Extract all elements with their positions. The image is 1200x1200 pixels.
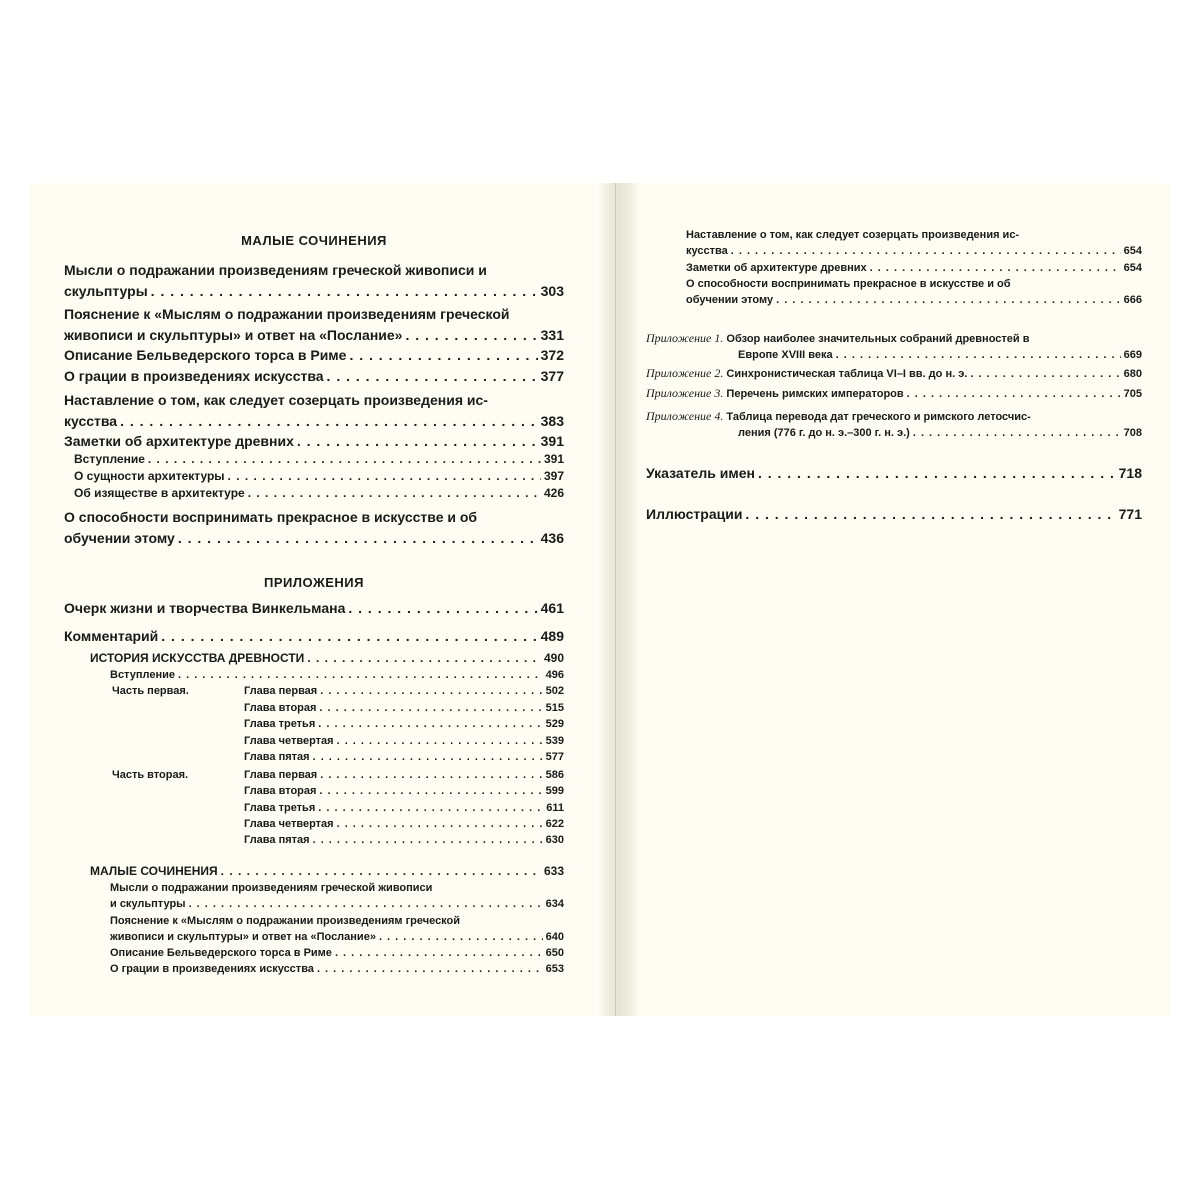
page-number: 372 — [540, 347, 564, 363]
page-number: 669 — [1123, 349, 1142, 361]
page-number: 654 — [1123, 262, 1142, 274]
page-number: 622 — [545, 818, 564, 830]
toc-subentry: О сущности архитектуры . . . 397 — [74, 468, 564, 485]
page-number: 331 — [540, 327, 564, 343]
page-number: 680 — [1123, 368, 1142, 380]
toc-chapter: Глава вторая . . . 599 — [244, 783, 564, 799]
page-number: 489 — [540, 628, 564, 644]
toc-chapter: Глава третья . . . 529 — [244, 716, 564, 732]
right-page — [646, 183, 1142, 1016]
toc-entry: Заметки об архитектуре древних . . . 391 — [64, 431, 564, 452]
toc-appendix: Приложение 4. Таблица перевода дат греческого и римского летосчис- ления (776 г. до н. э.–300 г. н. э.) . . . 708 — [646, 408, 1142, 441]
page-number: 383 — [540, 413, 564, 429]
toc-entry: Мысли о подражании произведениям греческой живописи и скульптуры . . . 303 — [64, 260, 564, 302]
toc-subentry: Наставление о том, как следует созерцать произведения ис- кусства . . . 654 — [686, 227, 1142, 259]
toc-entry-illustrations: Иллюстрации . . . 771 — [646, 504, 1142, 525]
page-number: 461 — [540, 600, 564, 616]
page-number: 633 — [543, 864, 564, 878]
page-number: 630 — [545, 834, 564, 846]
toc-subentry: Мысли о подражании произведениям греческой живописи и скульптуры . . . 634 — [110, 880, 564, 912]
page-number: 634 — [545, 898, 564, 910]
section-heading-minor-works: МАЛЫЕ СОЧИНЕНИЯ — [241, 233, 387, 248]
toc-entry-index: Указатель имен . . . 718 — [646, 463, 1142, 484]
part-label: Часть первая. — [112, 685, 189, 697]
toc-subentry: Пояснение к «Мыслям о подражании произведениям греческой живописи и скульптуры» и ответ на «Послание» . . . 640 — [110, 913, 564, 945]
toc-entry: О грации в произведениях искусства . . . 377 — [64, 366, 564, 387]
toc-subentry: Заметки об архитектуре древних . . . 654 — [686, 260, 1142, 276]
page-number: 577 — [545, 751, 564, 763]
toc-appendix: Приложение 3. Перечень римских императоров . . . 705 — [646, 385, 1142, 402]
page-number: 436 — [540, 530, 564, 546]
toc-entry: Описание Бельведерского торса в Риме . . . 372 — [64, 345, 564, 366]
toc-chapter: Глава первая . . . 586 — [244, 767, 564, 783]
toc-entry: Комментарий . . . 489 — [64, 626, 564, 647]
section-heading-appendices: ПРИЛОЖЕНИЯ — [264, 575, 364, 590]
toc-entry: Пояснение к «Мыслям о подражании произведениям греческой живописи и скульптуры» и ответ на «Послание» . . . 331 — [64, 304, 564, 346]
toc-chapter: Глава пятая . . . 630 — [244, 832, 564, 848]
page-number: 653 — [545, 963, 564, 975]
book-gutter — [598, 183, 640, 1016]
page-number: 771 — [1118, 506, 1142, 522]
left-page — [64, 183, 564, 1016]
toc-chapter: Глава пятая . . . 577 — [244, 749, 564, 765]
toc-chapter: Глава четвертая . . . 539 — [244, 733, 564, 749]
page-number: 303 — [540, 283, 564, 299]
page-number: 539 — [545, 735, 564, 747]
toc-subentry: Вступление . . . 496 — [110, 667, 564, 683]
part-label: Часть вторая. — [112, 769, 189, 781]
page-number: 640 — [545, 931, 564, 943]
toc-entry: О способности воспринимать прекрасное в искусстве и об обучении этому . . . 436 — [64, 507, 564, 549]
page-number: 586 — [545, 769, 564, 781]
toc-chapter: Глава четвертая . . . 622 — [244, 816, 564, 832]
page-number: 515 — [545, 702, 564, 714]
page-number: 529 — [545, 718, 564, 730]
toc-subentry: Об изяществе в архитектуре . . . 426 — [74, 485, 564, 502]
toc-subentry: О способности воспринимать прекрасное в искусстве и об обучении этому . . . 666 — [686, 276, 1142, 308]
toc-chapter: Глава третья . . . 611 — [244, 800, 564, 816]
toc-entry: Очерк жизни и творчества Винкельмана . . . 461 — [64, 598, 564, 619]
page-number: 397 — [543, 469, 564, 483]
toc-subentry: Вступление . . . 391 — [74, 451, 564, 468]
page-number: 377 — [540, 368, 564, 384]
page-number: 599 — [545, 785, 564, 797]
page-number: 654 — [1123, 245, 1142, 257]
page-number: 708 — [1123, 427, 1142, 439]
page-number: 718 — [1118, 465, 1142, 481]
page-number: 490 — [543, 651, 564, 665]
toc-subentry: Описание Бельведерского торса в Риме . . . 650 — [110, 945, 564, 961]
toc-entry: Наставление о том, как следует созерцать произведения ис- кусства . . . 383 — [64, 390, 564, 432]
toc-subentry: О грации в произведениях искусства . . . 653 — [110, 961, 564, 977]
book-spread — [30, 183, 1170, 1016]
toc-chapter: Глава вторая . . . 515 — [244, 700, 564, 716]
toc-appendix: Приложение 2. Синхронистическая таблица VI–I вв. до н. э. . . . 680 — [646, 365, 1142, 382]
page-number: 666 — [1123, 294, 1142, 306]
page-number: 426 — [543, 486, 564, 500]
page-number: 705 — [1123, 388, 1142, 400]
page-number: 391 — [543, 452, 564, 466]
toc-chapter: Глава первая . . . 502 — [244, 683, 564, 699]
toc-subentry: ИСТОРИЯ ИСКУССТВА ДРЕВНОСТИ . . . 490 — [90, 650, 564, 667]
page-number: 502 — [545, 685, 564, 697]
toc-appendix: Приложение 1. Обзор наиболее значительных собраний древностей в Европе XVIII века . . . 669 — [646, 330, 1142, 363]
page-number: 611 — [546, 802, 564, 814]
toc-subentry: МАЛЫЕ СОЧИНЕНИЯ . . . 633 — [90, 863, 564, 880]
page-number: 391 — [540, 433, 564, 449]
page-number: 496 — [545, 669, 564, 681]
page-number: 650 — [545, 947, 564, 959]
gutter-fold — [615, 183, 616, 1016]
